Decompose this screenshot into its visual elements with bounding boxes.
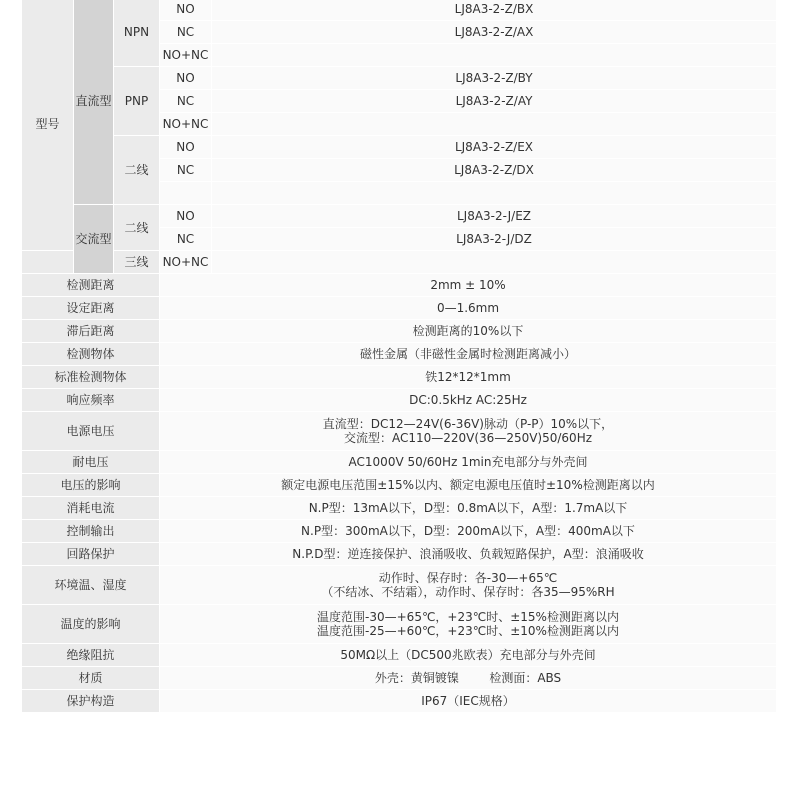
spec-label: 检测物体	[22, 343, 160, 366]
spec-label: 滞后距离	[22, 320, 160, 343]
spec-value: 外壳：黄铜镀镍 检测面：ABS	[160, 667, 777, 690]
spec-label: 控制输出	[22, 520, 160, 543]
pnp-nonc-label: NO+NC	[160, 113, 212, 136]
spec-value	[160, 412, 777, 451]
ac-two-wire-label: 二线	[114, 205, 160, 251]
npn-nonc-label: NO+NC	[160, 44, 212, 67]
ac-two-wire-no-model: LJ8A3-2-J/EZ	[212, 205, 777, 228]
table-row	[22, 543, 777, 566]
dc-two-wire-label: 二线	[114, 136, 160, 205]
table-row	[22, 136, 777, 159]
table-row	[22, 412, 777, 451]
spec-value-line: 动作时、保存时：各-30—+65℃	[378, 571, 558, 585]
spec-value: AC1000V 50/60Hz 1min充电部分与外壳间	[160, 451, 777, 474]
spec-value	[160, 566, 777, 605]
table-row	[22, 566, 777, 605]
spec-label: 回路保护	[22, 543, 160, 566]
dc-two-wire-nc-label: NC	[160, 159, 212, 182]
table-row	[22, 251, 777, 274]
spec-value-line: 温度范围-25—+60℃，+23℃时、±10%检测距离以内	[317, 624, 619, 638]
spec-label: 保护构造	[22, 690, 160, 713]
model-label: 型号	[22, 0, 74, 251]
table-row	[22, 451, 777, 474]
dc-two-wire-no-label: NO	[160, 136, 212, 159]
spec-value-line: （不结冰、不结霜），动作时、保存时：各35—95%RH	[321, 585, 615, 599]
spec-value	[160, 605, 777, 644]
spec-table	[21, 0, 777, 713]
npn-no-model: LJ8A3-2-Z/BX	[212, 0, 777, 21]
model-label-tail	[22, 251, 74, 274]
spec-label: 电源电压	[22, 412, 160, 451]
table-row	[22, 205, 777, 228]
spec-value: DC:0.5kHz AC:25Hz	[160, 389, 777, 412]
spec-label: 标准检测物体	[22, 366, 160, 389]
ac-three-wire-label: 三线	[114, 251, 160, 274]
table-row	[22, 520, 777, 543]
spec-label: 温度的影响	[22, 605, 160, 644]
spec-value: N.P.D型：逆连接保护、浪涌吸收、负载短路保护，A型：浪涌吸收	[160, 543, 777, 566]
table-row	[22, 389, 777, 412]
table-row	[22, 366, 777, 389]
ac-two-wire-no-label: NO	[160, 205, 212, 228]
ac-three-wire-nonc-label: NO+NC	[160, 251, 212, 274]
npn-label: NPN	[114, 0, 160, 67]
ac-type-label: 交流型	[74, 205, 114, 274]
spec-value: 2mm ± 10%	[160, 274, 777, 297]
spec-label: 材质	[22, 667, 160, 690]
pnp-label: PNP	[114, 67, 160, 136]
spec-value-line: 直流型：DC12—24V(6-36V)脉动（P-P）10%以下，	[322, 417, 614, 431]
table-row	[22, 297, 777, 320]
spec-value: 铁12*12*1mm	[160, 366, 777, 389]
spec-value: IP67（IEC规格）	[160, 690, 777, 713]
table-row	[22, 690, 777, 713]
dc-two-wire-nc-model: LJ8A3-2-Z/DX	[212, 159, 777, 182]
table-row	[22, 667, 777, 690]
spec-label: 耐电压	[22, 451, 160, 474]
npn-nc-model: LJ8A3-2-Z/AX	[212, 21, 777, 44]
spec-value: 检测距离的10%以下	[160, 320, 777, 343]
pnp-nc-label: NC	[160, 90, 212, 113]
spec-value: 0—1.6mm	[160, 297, 777, 320]
spec-value: 50MΩ以上（DC500兆欧表）充电部分与外壳间	[160, 644, 777, 667]
table-row	[22, 343, 777, 366]
spec-label: 电压的影响	[22, 474, 160, 497]
table-row	[22, 320, 777, 343]
pnp-no-model: LJ8A3-2-Z/BY	[212, 67, 777, 90]
spec-value: N.P型：300mA以下，D型：200mA以下，A型：400mA以下	[160, 520, 777, 543]
pnp-no-label: NO	[160, 67, 212, 90]
table-row	[22, 474, 777, 497]
npn-no-label: NO	[160, 0, 212, 21]
spec-value: 额定电源电压范围±15%以内、额定电源电压值时±10%检测距离以内	[160, 474, 777, 497]
spec-label: 响应频率	[22, 389, 160, 412]
spec-label: 绝缘阻抗	[22, 644, 160, 667]
dc-spacer	[160, 182, 212, 205]
dc-spacer-model	[212, 182, 777, 205]
table-row	[22, 274, 777, 297]
spec-value: 磁性金属（非磁性金属时检测距离减小）	[160, 343, 777, 366]
spec-value-line: 交流型：AC110—220V(36—250V)50/60Hz	[343, 431, 593, 445]
spec-label: 设定距离	[22, 297, 160, 320]
spec-label: 环境温、湿度	[22, 566, 160, 605]
table-row	[22, 605, 777, 644]
spec-value: N.P型：13mA以下，D型：0.8mA以下，A型：1.7mA以下	[160, 497, 777, 520]
ac-two-wire-nc-label: NC	[160, 228, 212, 251]
table-row	[22, 0, 777, 21]
npn-nc-label: NC	[160, 21, 212, 44]
ac-three-wire-model	[212, 251, 777, 274]
table-row	[22, 644, 777, 667]
ac-two-wire-nc-model: LJ8A3-2-J/DZ	[212, 228, 777, 251]
npn-nonc-model	[212, 44, 777, 67]
table-row	[22, 67, 777, 90]
spec-label: 检测距离	[22, 274, 160, 297]
pnp-nc-model: LJ8A3-2-Z/AY	[212, 90, 777, 113]
dc-two-wire-no-model: LJ8A3-2-Z/EX	[212, 136, 777, 159]
spec-value-line: 温度范围-30—+65℃，+23℃时、±15%检测距离以内	[317, 610, 619, 624]
table-row	[22, 497, 777, 520]
pnp-nonc-model	[212, 113, 777, 136]
spec-label: 消耗电流	[22, 497, 160, 520]
dc-type-label: 直流型	[74, 0, 114, 205]
